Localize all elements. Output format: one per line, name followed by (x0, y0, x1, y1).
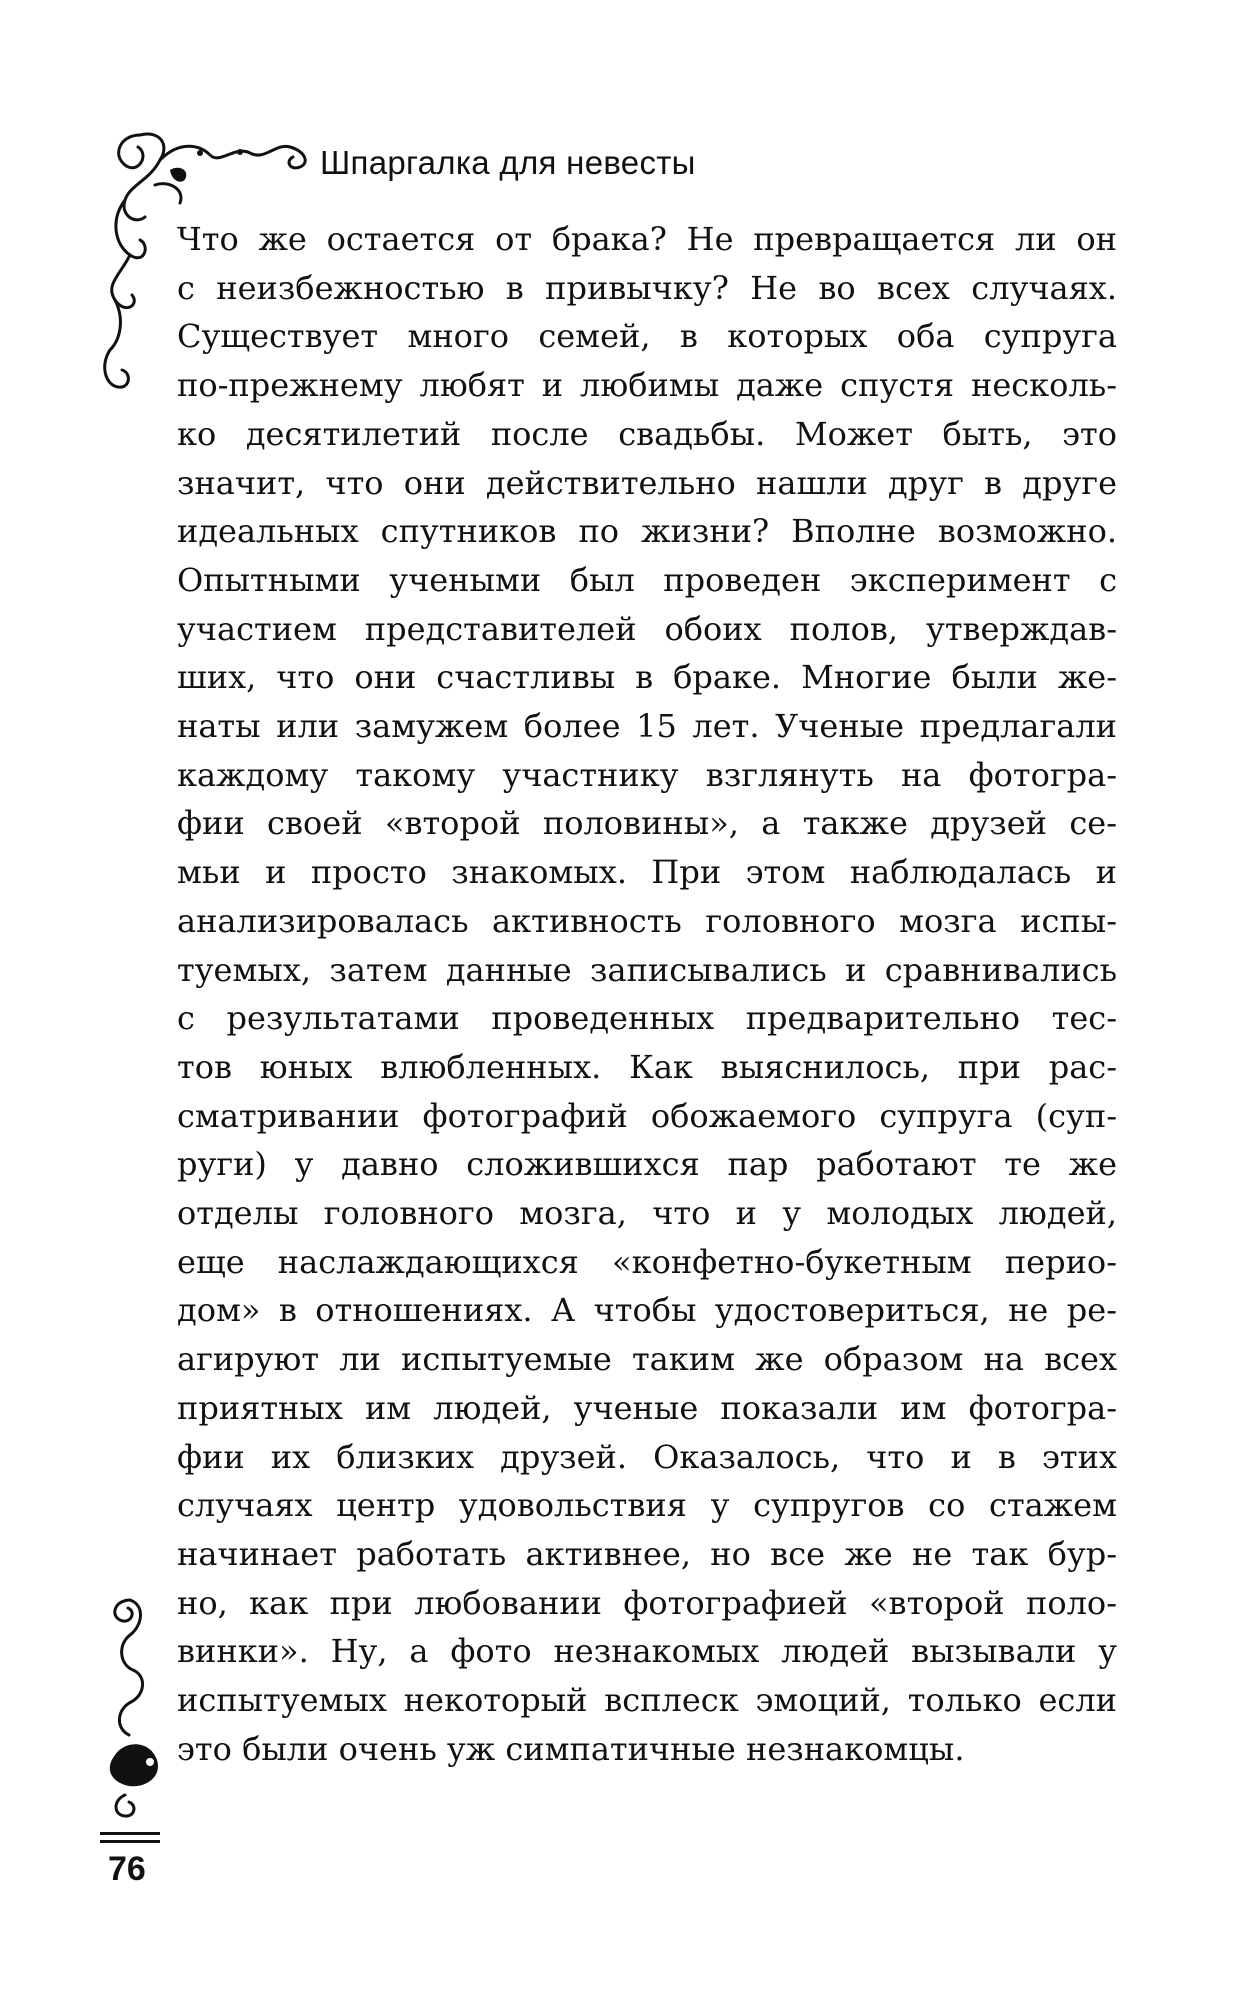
text-line: фии их близких друзей. Оказалось, что и в этих (177, 1437, 1117, 1476)
text-line: участием представителей обоих полов, утверждав- (177, 609, 1117, 648)
text-line: это были очень уж симпатичные незнакомцы. (177, 1729, 965, 1768)
text-line: тов юных влюбленных. Как выяснилось, при рас- (177, 1047, 1117, 1086)
text-line: значит, что они действительно нашли друг в друге (177, 463, 1117, 502)
text-line: случаях центр удовольствия у супругов со стажем (177, 1486, 1117, 1525)
decorative-vine-ornament-bottom (95, 1590, 165, 1820)
text-line: фии своей «второй половины», а также друзей се- (177, 804, 1117, 843)
text-line: испытуемых некоторый всплеск эмоций, только если (177, 1681, 1117, 1720)
text-line: винки». Ну, а фото незнакомых людей вызывали у (177, 1632, 1117, 1671)
page-number: 76 (108, 1850, 146, 1888)
text-line: отделы головного мозга, что и у молодых людей, (177, 1194, 1117, 1233)
text-line: с неизбежностью в привычку? Не во всех случаях. (177, 268, 1117, 307)
text-line: анализировалась активность головного мозга испы- (177, 901, 1117, 940)
running-header-title: Шпаргалка для невесты (320, 144, 696, 181)
text-line: еще наслаждающихся «конфетно-букетным перио- (177, 1242, 1117, 1281)
text-line: руги) у давно сложившихся пар работают те же (177, 1145, 1117, 1184)
text-line: агируют ли испытуемые таким же образом на всех (177, 1340, 1117, 1379)
text-line: приятных им людей, ученые показали им фотогра- (177, 1388, 1117, 1427)
text-line: Существует много семей, в которых оба супруга (177, 317, 1117, 356)
text-line: мьи и просто знакомых. При этом наблюдалась и (177, 853, 1117, 892)
text-line: сматривании фотографий обожаемого супруга (суп- (177, 1096, 1117, 1135)
text-line: по-прежнему любят и любимы даже спустя несколь- (177, 366, 1117, 405)
text-line: но, как при любовании фотографией «второй поло- (177, 1583, 1117, 1622)
folio-rule (100, 1832, 160, 1835)
text-line: Что же остается от брака? Не превращается ли он (177, 220, 1117, 258)
text-line: дом» в отношениях. А чтобы удостовериться, не ре- (177, 1291, 1117, 1330)
text-line: туемых, затем данные записывались и сравнивались (177, 950, 1117, 989)
text-line: идеальных спутников по жизни? Вполне возможно. (177, 512, 1117, 551)
text-line: наты или замужем более 15 лет. Ученые предлагали (177, 707, 1117, 746)
text-line: Опытными учеными был проведен эксперимент с (177, 560, 1117, 599)
text-line: каждому такому участнику взглянуть на фотогра- (177, 755, 1117, 794)
body-text (177, 215, 1117, 1774)
text-line: начинает работать активнее, но все же не так бур- (177, 1534, 1117, 1573)
text-line: с результатами проведенных предварительно тес- (177, 999, 1117, 1038)
text-line: ко десятилетий после свадьбы. Может быть, это (177, 414, 1117, 453)
folio-rule (100, 1840, 160, 1843)
text-line: ших, что они счастливы в браке. Многие были же- (177, 658, 1117, 697)
